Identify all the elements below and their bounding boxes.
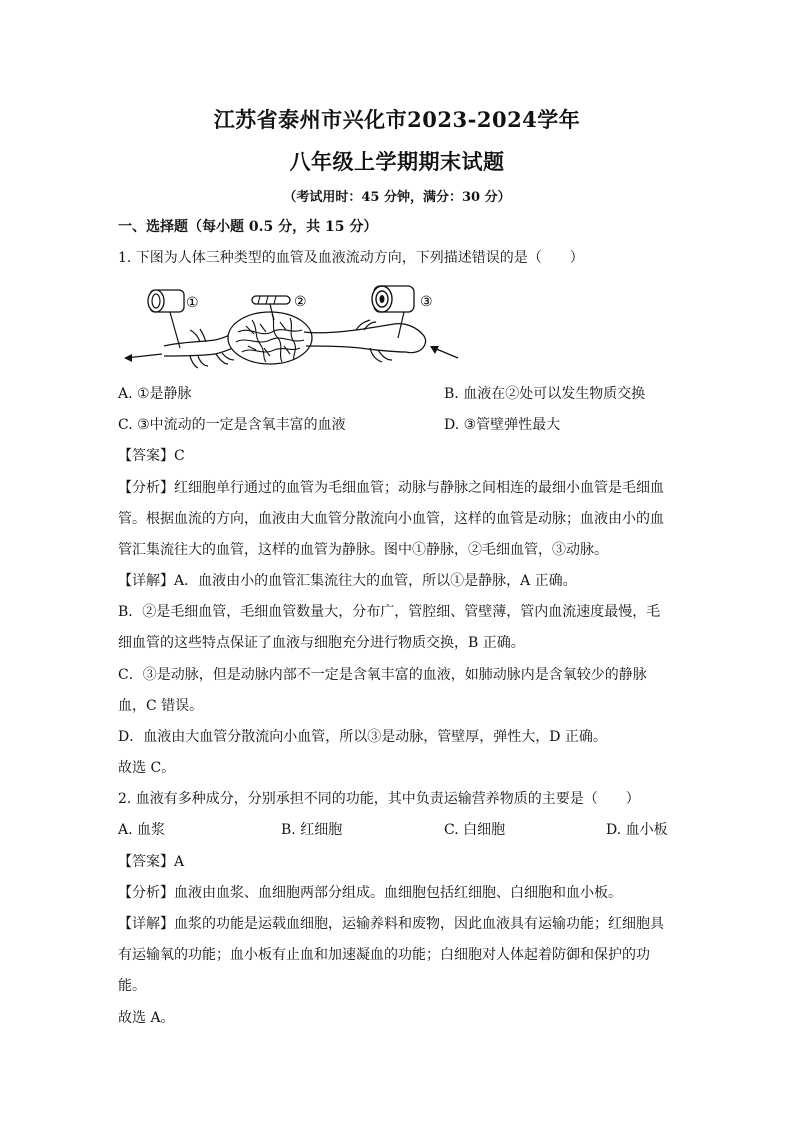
q1-conclusion: 故选 C。	[118, 760, 176, 776]
figure-label-1: ①	[186, 295, 199, 311]
q2-detail-line: 有运输氧的功能；血小板有止血和加速凝血的功能；白细胞对人体起着防御和保护的功	[118, 947, 650, 963]
q1-detail-line: 【详解】A．血液由小的血管汇集流往大的血管，所以①是静脉，A 正确。	[118, 573, 577, 589]
q1-option-d: D. ③管壁弹性最大	[444, 417, 561, 433]
figure-label-2: ②	[294, 294, 307, 310]
q2-analysis: 【分析】血液由血浆、血细胞两部分组成。血细胞包括红细胞、白细胞和血小板。	[118, 885, 622, 901]
q2-answer: 【答案】A	[118, 854, 185, 870]
q1-stem: 1. 下图为人体三种类型的血管及血液流动方向，下列描述错误的是（ ）	[118, 250, 584, 266]
q2-option-a: A. 血浆	[118, 822, 166, 838]
q1-analysis-line: 管汇集流往大的血管，这样的血管为静脉。图中①静脉，②毛细血管，③动脉。	[118, 542, 608, 558]
q2-stem: 2. 血液有多种成分，分别承担不同的功能，其中负责运输营养物质的主要是（ ）	[118, 791, 640, 807]
doc-title-line2: 八年级上学期期末试题	[289, 149, 505, 174]
q1-analysis-line: 管。根据血流的方向，血液由大血管分散流向小血管，这样的血管是动脉；血液由小的血	[118, 511, 664, 527]
section-heading: 一、选择题（每小题 0.5 分，共 15 分）	[118, 219, 378, 235]
figure-label-3: ③	[420, 294, 433, 310]
q2-detail-line: 【详解】血浆的功能是运载血细胞，运输养料和废物，因此血液具有运输功能；红细胞具	[118, 916, 664, 932]
q2-option-c: C. 白细胞	[444, 822, 506, 838]
q2-option-d: D. 血小板	[606, 822, 668, 838]
q1-detail-line: C．③是动脉，但是动脉内部不一定是含氧丰富的血液，如肺动脉内是含氧较少的静脉	[118, 667, 647, 683]
q1-option-b: B. 血液在②处可以发生物质交换	[444, 386, 646, 402]
exam-info: （考试用时：45 分钟，满分：30 分）	[283, 190, 511, 205]
q1-answer: 【答案】C	[118, 448, 185, 464]
q1-detail-line: D．血液由大血管分散流向小血管，所以③是动脉，管壁厚，弹性大，D 正确。	[118, 729, 607, 745]
q1-option-a: A. ①是静脉	[118, 386, 192, 402]
q1-detail-line: 血，C 错误。	[118, 698, 204, 714]
q1-analysis-line: 【分析】红细胞单行通过的血管为毛细血管；动脉与静脉之间相连的最细小血管是毛细血	[118, 480, 664, 496]
q2-option-b: B. 红细胞	[281, 822, 343, 838]
q1-option-c: C. ③中流动的一定是含氧丰富的血液	[118, 417, 346, 433]
q1-detail-line: 细血管的这些特点保证了血液与细胞充分进行物质交换，B 正确。	[118, 635, 525, 651]
doc-title-line1: 江苏省泰州市兴化市2023-2024学年	[213, 107, 581, 132]
blood-vessel-figure	[120, 276, 465, 371]
q1-detail-line: B．②是毛细血管，毛细血管数量大，分布广，管腔细、管壁薄，管内血流速度最慢，毛	[118, 604, 661, 620]
q2-conclusion: 故选 A。	[118, 1010, 175, 1026]
q2-detail-line: 能。	[118, 978, 146, 994]
